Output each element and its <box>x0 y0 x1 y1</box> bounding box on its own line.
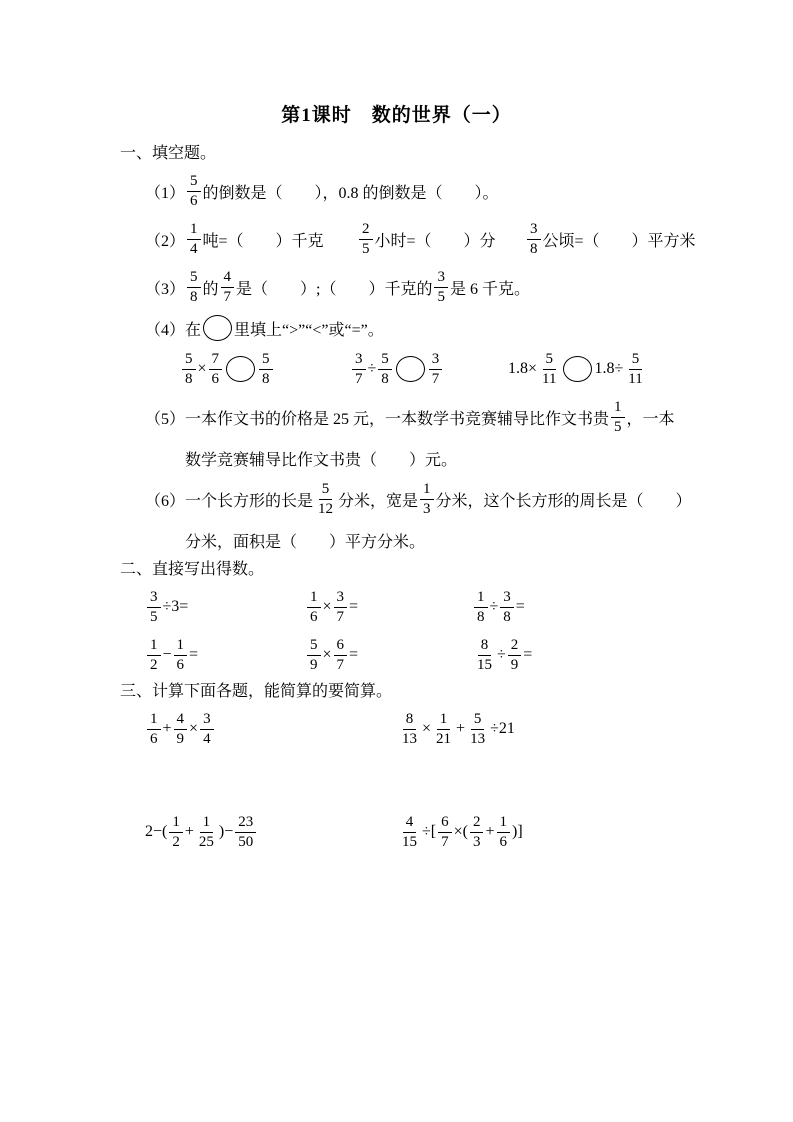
expression <box>145 637 305 673</box>
fraction-numerator: 3 <box>352 351 366 370</box>
text-run: = <box>349 598 359 615</box>
fraction-denominator: 6 <box>211 370 220 387</box>
section-heading: 三、计算下面各题，能简算的要简算。 <box>120 683 393 700</box>
fraction-denominator: 13 <box>402 730 417 747</box>
fraction-numerator: 3 <box>334 589 348 608</box>
fraction-denominator: 9 <box>310 656 318 673</box>
text-run: ÷[ <box>422 823 437 840</box>
worksheet-line <box>145 477 753 521</box>
fraction-denominator: 3 <box>472 833 481 850</box>
fraction <box>169 814 183 850</box>
fraction-denominator: 2 <box>150 656 158 673</box>
text-run: 数学竞赛辅导比作文书贵（ ）元。 <box>185 451 458 469</box>
worksheet-row <box>145 217 753 261</box>
fraction-denominator: 6 <box>310 608 318 625</box>
text-run: × <box>197 360 207 377</box>
expression <box>357 221 525 257</box>
fraction-denominator: 11 <box>628 370 643 387</box>
fraction <box>625 351 645 387</box>
fraction <box>315 481 336 517</box>
text-run: 是 6 千克。 <box>449 280 530 298</box>
fraction-numerator: 1 <box>611 399 625 418</box>
expression <box>472 589 525 625</box>
text-run: 是（ ）;（ ）千克的 <box>236 280 433 298</box>
text-run: × <box>322 598 332 615</box>
text-run: 的倒数是（ ），0.8 的倒数是（ ）。 <box>202 184 499 202</box>
comparison-circle <box>226 356 255 382</box>
text-run: （1） <box>145 184 186 202</box>
fraction <box>187 221 201 257</box>
text-run: （4）在 <box>145 321 202 339</box>
text-run: ÷ <box>489 598 499 615</box>
fraction <box>334 637 348 673</box>
fraction-denominator: 8 <box>190 288 198 305</box>
fraction-numerator: 3 <box>434 269 448 288</box>
expression <box>397 814 523 850</box>
text-run: × <box>322 646 332 663</box>
fraction-numerator: 1 <box>200 814 214 833</box>
fraction <box>467 711 488 747</box>
fraction <box>147 637 161 673</box>
fraction-numerator: 6 <box>438 814 452 833</box>
fraction-denominator: 6 <box>499 833 507 850</box>
text-run: )− <box>218 823 234 840</box>
fraction-denominator: 5 <box>362 240 370 257</box>
fraction <box>259 351 273 387</box>
fraction-numerator: 6 <box>334 637 348 656</box>
fraction-numerator: 8 <box>403 711 417 730</box>
fraction-numerator: 23 <box>235 814 256 833</box>
text-run: 小时=（ ）分 <box>374 232 496 250</box>
fraction <box>429 351 443 387</box>
text-run: （6）一个长方形的长是 <box>145 492 314 510</box>
fraction <box>235 814 256 850</box>
fraction <box>399 814 420 850</box>
fraction-numerator: 5 <box>187 269 201 288</box>
text-run: + <box>456 720 466 737</box>
fraction <box>307 637 321 673</box>
fraction-denominator: 6 <box>150 730 158 747</box>
text-run: 1.8÷ <box>594 360 624 377</box>
fraction-denominator: 13 <box>470 730 486 747</box>
fraction <box>433 711 454 747</box>
fraction <box>174 637 188 673</box>
text-run: × <box>189 720 199 737</box>
text-run: ÷ <box>367 360 377 377</box>
fraction-denominator: 5 <box>437 288 445 305</box>
text-run: 公顷=（ ）平方米 <box>542 232 696 250</box>
fraction-denominator: 8 <box>262 370 270 387</box>
expression <box>525 221 696 257</box>
text-run: + <box>485 823 495 840</box>
fraction <box>527 221 541 257</box>
fraction-numerator: 4 <box>403 814 417 833</box>
fraction-numerator: 7 <box>209 351 223 370</box>
fraction <box>307 589 321 625</box>
fraction-denominator: 7 <box>223 288 232 305</box>
text-run: 分米，宽是 <box>338 492 419 510</box>
fraction-numerator: 5 <box>378 351 392 370</box>
worksheet-body <box>120 143 753 854</box>
fraction-denominator: 6 <box>176 656 185 673</box>
worksheet-section <box>120 143 753 555</box>
section-heading: 一、填空题。 <box>120 145 217 162</box>
worksheet-line <box>145 313 753 343</box>
fraction <box>221 269 235 305</box>
fraction <box>438 814 452 850</box>
text-run: ÷ <box>497 646 506 663</box>
worksheet-section <box>120 681 753 854</box>
text-run: 吨=（ ）千克 <box>202 232 324 250</box>
fraction-denominator: 7 <box>336 656 345 673</box>
fraction-denominator: 8 <box>381 370 389 387</box>
fraction <box>174 711 188 747</box>
fraction <box>420 481 434 517</box>
fraction <box>359 221 373 257</box>
text-run: 分米，面积是（ ）平方分米。 <box>185 533 426 551</box>
fraction-numerator: 5 <box>182 351 196 370</box>
fraction <box>539 351 559 387</box>
fraction <box>209 351 223 387</box>
fraction-numerator: 5 <box>471 711 485 730</box>
expression <box>397 711 515 747</box>
text-run: + <box>184 823 194 840</box>
fraction-denominator: 15 <box>477 656 492 673</box>
fraction <box>508 637 522 673</box>
fraction-denominator: 50 <box>238 833 254 850</box>
worksheet-row <box>145 707 753 751</box>
text-run: − <box>162 646 172 663</box>
fraction <box>497 814 511 850</box>
text-run: ，一本 <box>626 410 675 428</box>
fraction-denominator: 3 <box>423 500 431 517</box>
fraction-denominator: 25 <box>198 833 214 850</box>
worksheet-line <box>145 395 753 439</box>
fraction-numerator: 5 <box>629 351 643 370</box>
fraction-denominator: 5 <box>150 608 158 625</box>
fraction <box>399 711 420 747</box>
fraction-denominator: 4 <box>203 730 211 747</box>
expression <box>350 351 508 387</box>
fraction-denominator: 8 <box>530 240 538 257</box>
text-run: 2−( <box>145 823 168 840</box>
fraction-numerator: 3 <box>200 711 214 730</box>
fraction-denominator: 21 <box>436 730 452 747</box>
fraction <box>500 589 514 625</box>
text-run: ÷3= <box>162 598 189 615</box>
fraction-numerator: 1 <box>147 637 161 656</box>
text-run: 分米，这个长方形的周长是（ ） <box>435 492 692 510</box>
fraction-numerator: 5 <box>307 637 321 656</box>
comparison-circle <box>563 356 592 382</box>
fraction-numerator: 3 <box>527 221 541 240</box>
text-run: = <box>515 598 525 615</box>
fraction-numerator: 2 <box>508 637 522 656</box>
expression <box>145 711 397 747</box>
fraction <box>334 589 348 625</box>
text-run: 的 <box>202 280 219 298</box>
worksheet-row <box>145 585 753 629</box>
worksheet-line <box>145 265 753 309</box>
fraction-numerator: 3 <box>429 351 443 370</box>
fraction-denominator: 7 <box>431 370 440 387</box>
fraction-denominator: 7 <box>441 833 449 850</box>
work-space <box>120 755 753 810</box>
fraction <box>147 711 161 747</box>
expression <box>508 351 648 387</box>
text-run: = <box>523 646 533 663</box>
fraction-numerator: 3 <box>147 589 161 608</box>
fraction-denominator: 6 <box>190 192 198 209</box>
fraction <box>352 351 366 387</box>
fraction-denominator: 8 <box>477 608 485 625</box>
fraction <box>200 711 214 747</box>
fraction-denominator: 11 <box>542 370 557 387</box>
fraction <box>147 589 161 625</box>
fraction-numerator: 1 <box>474 589 488 608</box>
text-run: （5）一本作文书的价格是 25 元，一本数学书竞赛辅导比作文书贵 <box>145 410 610 428</box>
fraction-denominator: 12 <box>318 500 334 517</box>
fraction <box>182 351 196 387</box>
text-run: （3） <box>145 280 186 298</box>
text-run: = <box>349 646 359 663</box>
fraction-denominator: 8 <box>503 608 511 625</box>
worksheet-row <box>180 347 753 391</box>
fraction <box>470 814 484 850</box>
fraction-numerator: 5 <box>319 481 333 500</box>
expression <box>305 637 472 673</box>
fraction <box>474 637 495 673</box>
fraction-numerator: 1 <box>174 637 188 656</box>
fraction-numerator: 2 <box>470 814 484 833</box>
text-run: + <box>162 720 172 737</box>
text-run: )] <box>512 823 523 840</box>
fraction <box>196 814 217 850</box>
fraction <box>611 399 625 435</box>
expression <box>145 814 397 850</box>
fraction <box>187 173 201 209</box>
expression <box>145 221 357 257</box>
text-run: ÷21 <box>490 720 515 737</box>
worksheet-line <box>145 169 753 213</box>
fraction-numerator: 8 <box>478 637 492 656</box>
fraction-denominator: 7 <box>336 608 345 625</box>
worksheet-row <box>145 810 753 854</box>
fraction <box>187 269 201 305</box>
worksheet-line <box>185 525 753 555</box>
fraction <box>378 351 392 387</box>
fraction-numerator: 5 <box>259 351 273 370</box>
fraction-numerator: 2 <box>359 221 373 240</box>
fraction-numerator: 5 <box>187 173 201 192</box>
text-run: = <box>189 646 199 663</box>
text-run: 里填上“>”“<”或“=”。 <box>234 321 384 339</box>
fraction-denominator: 2 <box>172 833 180 850</box>
fraction-numerator: 4 <box>174 711 188 730</box>
fraction <box>474 589 488 625</box>
fraction-denominator: 4 <box>190 240 198 257</box>
expression <box>305 589 472 625</box>
expression <box>145 589 305 625</box>
fraction-denominator: 7 <box>355 370 363 387</box>
fraction-numerator: 1 <box>187 221 201 240</box>
fraction <box>434 269 448 305</box>
fraction-numerator: 1 <box>420 481 434 500</box>
text-run: （2） <box>145 232 186 250</box>
fraction-numerator: 3 <box>500 589 514 608</box>
fraction-denominator: 8 <box>185 370 193 387</box>
expression <box>472 637 532 673</box>
fraction-denominator: 9 <box>510 656 519 673</box>
fraction-numerator: 4 <box>221 269 235 288</box>
text-run: 1.8× <box>508 360 538 377</box>
worksheet-section <box>120 559 753 677</box>
section-heading: 二、直接写出得数。 <box>120 561 265 578</box>
text-run: ×( <box>453 823 468 840</box>
expression <box>180 351 350 387</box>
fraction-numerator: 5 <box>543 351 557 370</box>
text-run: × <box>422 720 432 737</box>
fraction-denominator: 5 <box>614 418 622 435</box>
worksheet-line <box>185 443 753 473</box>
comparison-circle <box>396 356 425 382</box>
fraction-numerator: 1 <box>147 711 161 730</box>
fraction-denominator: 9 <box>176 730 185 747</box>
fraction-denominator: 15 <box>402 833 417 850</box>
fraction-numerator: 1 <box>497 814 511 833</box>
fraction-numerator: 1 <box>437 711 451 730</box>
fraction-numerator: 1 <box>307 589 321 608</box>
comparison-circle <box>203 315 232 341</box>
worksheet-row <box>145 633 753 677</box>
page-title: 第1课时 数的世界（一） <box>281 105 512 126</box>
fraction-numerator: 1 <box>169 814 183 833</box>
